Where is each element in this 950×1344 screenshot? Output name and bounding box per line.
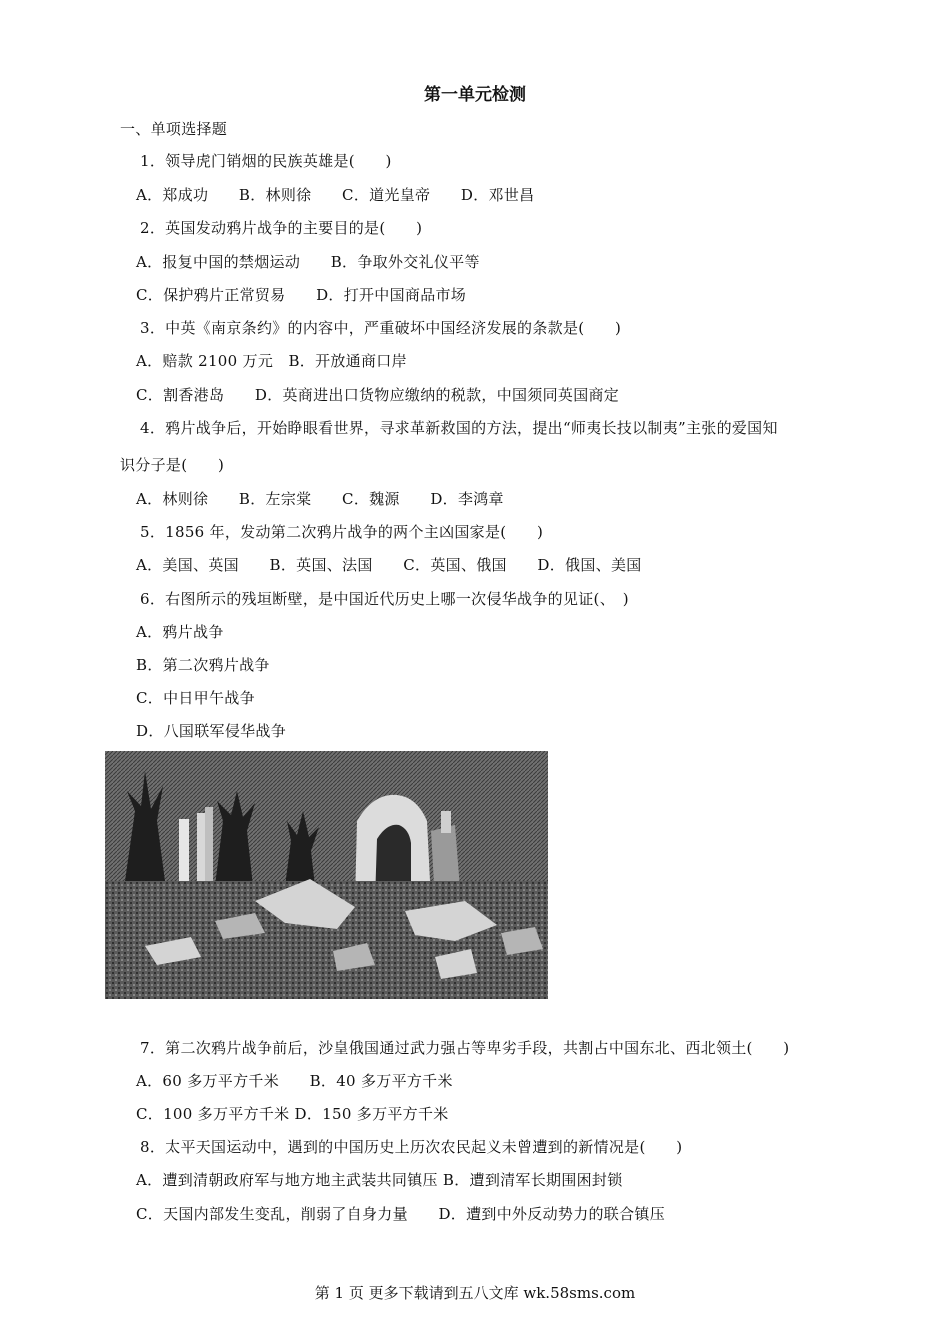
question-8-options-ab: A．遭到清朝政府军与地方地主武装共同镇压 B．遭到清军长期围困封锁 <box>136 1171 623 1189</box>
ruins-photo <box>105 751 548 999</box>
question-2-options-ab: A．报复中国的禁烟运动 B．争取外交礼仪平等 <box>136 253 480 271</box>
question-6-option-c: C．中日甲午战争 <box>136 689 255 707</box>
question-7-stem: 7．第二次鸦片战争前后，沙皇俄国通过武力强占等卑劣手段，共割占中国东北、西北领土( ) <box>140 1039 790 1057</box>
question-8-options-cd: C．天国内部发生变乱，削弱了自身力量 D．遭到中外反动势力的联合镇压 <box>136 1205 666 1223</box>
question-5-stem: 5．1856 年，发动第二次鸦片战争的两个主凶国家是( ) <box>140 523 544 541</box>
question-1-options: A．郑成功 B．林则徐 C．道光皇帝 D．邓世昌 <box>136 186 535 204</box>
question-4-stem-cont: 识分子是( ) <box>120 456 225 474</box>
question-5-options: A．美国、英国 B．英国、法国 C．英国、俄国 D．俄国、美国 <box>136 556 642 574</box>
question-8-stem: 8．太平天国运动中，遇到的中国历史上历次农民起义未曾遭到的新情况是( ) <box>140 1138 683 1156</box>
question-6-stem: 6．右图所示的残垣断壁，是中国近代历史上哪一次侵华战争的见证(、 ) <box>140 590 629 608</box>
question-7-options-cd: C．100 多万平方千米 D．150 多万平方千米 <box>136 1105 449 1123</box>
page-title: 第一单元检测 <box>424 85 526 105</box>
question-6-option-b: B．第二次鸦片战争 <box>136 656 270 674</box>
question-2-options-cd: C．保护鸦片正常贸易 D．打开中国商品市场 <box>136 286 467 304</box>
question-3-stem: 3．中英《南京条约》的内容中，严重破坏中国经济发展的条款是( ) <box>140 319 622 337</box>
question-3-options-cd: C．割香港岛 D．英商进出口货物应缴纳的税款，中国须同英国商定 <box>136 386 620 404</box>
question-4-stem: 4．鸦片战争后，开始睁眼看世界，寻求革新救国的方法，提出“师夷长技以制夷”主张的爱国知 <box>140 419 778 437</box>
question-6-option-d: D．八国联军侵华战争 <box>136 722 287 740</box>
section-heading: 一、单项选择题 <box>120 120 228 138</box>
question-4-options: A．林则徐 B．左宗棠 C．魏源 D．李鸿章 <box>136 490 504 508</box>
question-1-stem: 1．领导虎门销烟的民族英雄是( ) <box>140 152 392 170</box>
question-3-options-ab: A．赔款 2100 万元 B．开放通商口岸 <box>136 352 407 370</box>
question-7-options-ab: A．60 多万平方千米 B．40 多万平方千米 <box>136 1072 453 1090</box>
question-6-option-a: A．鸦片战争 <box>136 623 224 641</box>
question-2-stem: 2．英国发动鸦片战争的主要目的是( ) <box>140 219 423 237</box>
page-footer: 第 1 页 更多下载请到五八文库 wk.58sms.com <box>314 1284 636 1302</box>
